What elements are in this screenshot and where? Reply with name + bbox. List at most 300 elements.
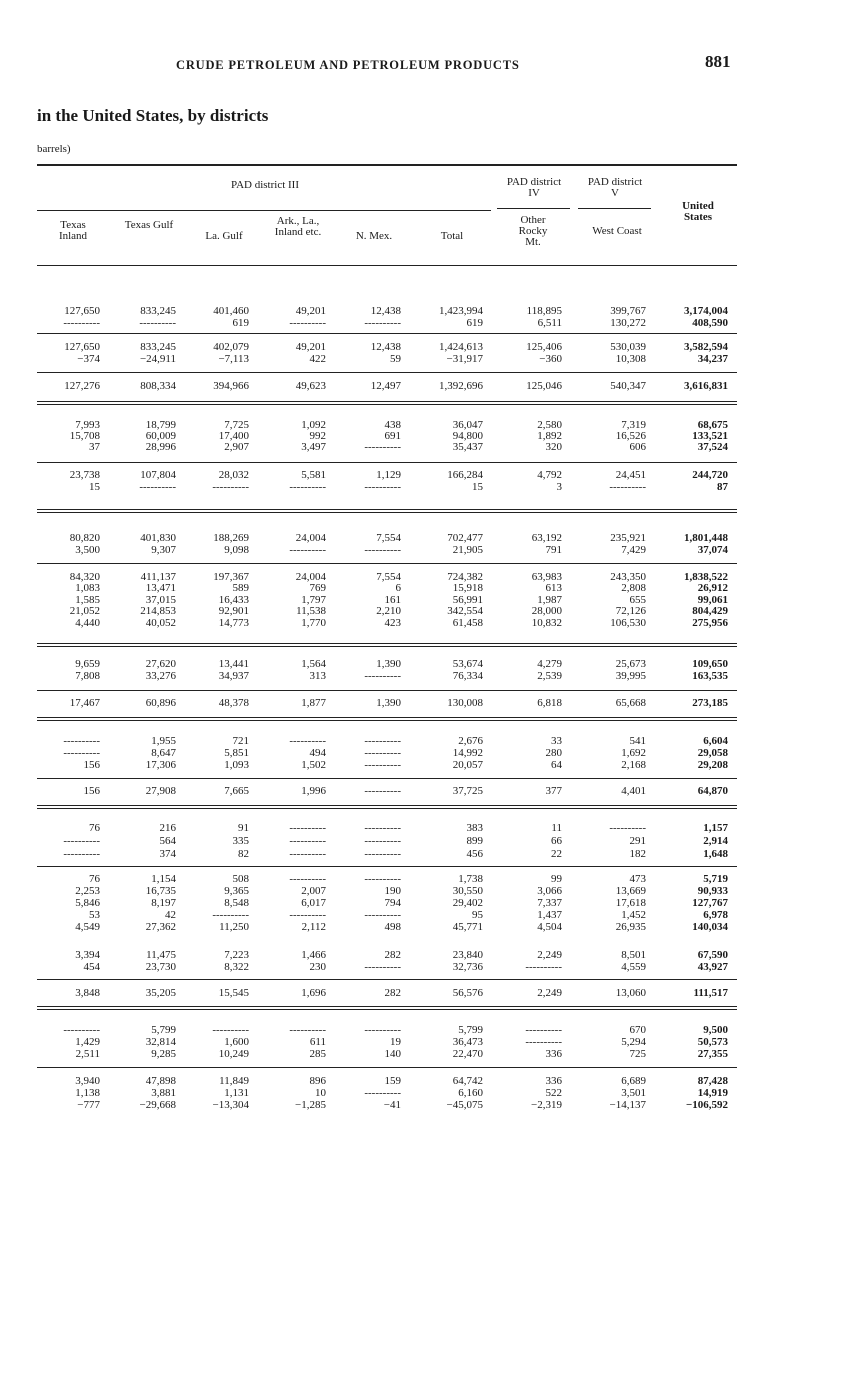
cell-other-rocky: 280	[545, 747, 562, 759]
cell-west-coast: ----------	[609, 481, 646, 493]
header-ark-la: Ark., La., Inland etc.	[274, 215, 322, 238]
cell-united-states: 87	[717, 481, 728, 493]
cell-texas-gulf: 214,853	[140, 605, 176, 617]
cell-n-mex: 1,390	[376, 697, 401, 709]
cell-united-states: 68,675	[697, 419, 728, 431]
cell-ark-la: 2,112	[301, 921, 326, 933]
cell-other-rocky: 118,895	[526, 305, 562, 317]
cell-other-rocky: 63,983	[531, 571, 562, 583]
rule-pad3	[37, 210, 491, 211]
cell-la-gulf: 7,665	[224, 785, 249, 797]
cell-ark-la: 24,004	[295, 571, 326, 583]
cell-texas-inland: 454	[83, 961, 100, 973]
rule-16	[37, 808, 737, 809]
cell-total: 14,992	[452, 747, 483, 759]
cell-texas-gulf: 11,475	[146, 949, 176, 961]
cell-n-mex: 12,497	[370, 380, 401, 392]
header-west-coast: West Coast	[592, 225, 642, 237]
cell-west-coast: 106,530	[610, 617, 646, 629]
cell-other-rocky: 28,000	[531, 605, 562, 617]
cell-n-mex: 12,438	[370, 341, 401, 353]
cell-united-states: 275,956	[692, 617, 728, 629]
table-title: in the United States, by districts	[37, 106, 269, 125]
cell-texas-gulf: −29,668	[139, 1099, 176, 1111]
header-texas-gulf: Texas Gulf	[124, 219, 174, 231]
cell-ark-la: ----------	[289, 544, 326, 556]
cell-united-states: 111,517	[693, 987, 728, 999]
rule-2	[37, 372, 737, 373]
cell-united-states: 1,648	[703, 848, 728, 860]
cell-texas-inland: 15	[89, 481, 100, 493]
cell-other-rocky: 336	[545, 1075, 562, 1087]
rule-20	[37, 1009, 737, 1010]
cell-texas-inland: ----------	[63, 317, 100, 329]
rule-header-bottom	[37, 265, 737, 266]
cell-other-rocky: 4,504	[537, 921, 562, 933]
cell-n-mex: 2,210	[376, 605, 401, 617]
cell-ark-la: 1,564	[301, 658, 326, 670]
cell-la-gulf: 589	[232, 582, 249, 594]
cell-west-coast: 235,921	[610, 532, 646, 544]
cell-united-states: 34,237	[697, 353, 728, 365]
rule-4	[37, 404, 737, 405]
cell-other-rocky: 6,511	[537, 317, 562, 329]
cell-n-mex: ----------	[364, 873, 401, 885]
cell-total: 36,047	[452, 419, 483, 431]
cell-texas-gulf: 60,009	[145, 430, 176, 442]
cell-west-coast: 725	[629, 1048, 646, 1060]
cell-other-rocky: ----------	[525, 1036, 562, 1048]
cell-total: 1,424,613	[439, 341, 483, 353]
cell-other-rocky: ----------	[525, 1024, 562, 1036]
cell-la-gulf: ----------	[212, 1024, 249, 1036]
cell-la-gulf: 16,433	[218, 594, 249, 606]
cell-united-states: 1,157	[703, 822, 728, 834]
cell-la-gulf: 402,079	[213, 341, 249, 353]
cell-west-coast: 4,401	[621, 785, 646, 797]
cell-texas-inland: ----------	[63, 1024, 100, 1036]
cell-other-rocky: 64	[551, 759, 562, 771]
cell-texas-gulf: 17,306	[145, 759, 176, 771]
cell-united-states: 273,185	[692, 697, 728, 709]
cell-total: 64,742	[452, 1075, 483, 1087]
cell-la-gulf: 9,098	[224, 544, 249, 556]
cell-la-gulf: 91	[238, 822, 249, 834]
header-texas-inland: Texas Inland	[58, 219, 88, 242]
rule-5	[37, 462, 737, 463]
cell-n-mex: ----------	[364, 481, 401, 493]
cell-west-coast: 130,272	[610, 317, 646, 329]
cell-west-coast: 540,347	[610, 380, 646, 392]
cell-la-gulf: 17,400	[218, 430, 249, 442]
cell-west-coast: 72,126	[615, 605, 646, 617]
cell-texas-inland: 156	[83, 785, 100, 797]
cell-texas-gulf: 27,908	[145, 785, 176, 797]
cell-other-rocky: 22	[551, 848, 562, 860]
cell-other-rocky: 66	[551, 835, 562, 847]
cell-texas-gulf: 33,276	[145, 670, 176, 682]
cell-texas-inland: −374	[77, 353, 100, 365]
cell-n-mex: 12,438	[370, 305, 401, 317]
cell-n-mex: 691	[384, 430, 401, 442]
cell-la-gulf: 28,032	[218, 469, 249, 481]
cell-n-mex: 423	[384, 617, 401, 629]
cell-texas-inland: 3,940	[75, 1075, 100, 1087]
cell-total: 61,458	[452, 617, 483, 629]
cell-total: 456	[466, 848, 483, 860]
cell-ark-la: 49,623	[295, 380, 326, 392]
cell-west-coast: 7,429	[621, 544, 646, 556]
cell-total: 29,402	[452, 897, 483, 909]
header-pad3: PAD district III	[230, 179, 300, 191]
cell-other-rocky: 7,337	[537, 897, 562, 909]
cell-west-coast: 670	[629, 1024, 646, 1036]
cell-united-states: 3,616,831	[684, 380, 728, 392]
rule-9	[37, 643, 737, 644]
rule-18	[37, 979, 737, 980]
cell-ark-la: 1,770	[301, 617, 326, 629]
cell-la-gulf: 508	[232, 873, 249, 885]
cell-total: 702,477	[447, 532, 483, 544]
cell-texas-inland: 1,083	[75, 582, 100, 594]
cell-n-mex: 59	[390, 353, 401, 365]
cell-total: 724,382	[447, 571, 483, 583]
cell-west-coast: 24,451	[615, 469, 646, 481]
header-pad5: PAD district V	[587, 176, 643, 199]
cell-united-states: 109,650	[692, 658, 728, 670]
header-pad4: PAD district IV	[506, 176, 562, 199]
cell-la-gulf: 619	[232, 317, 249, 329]
cell-united-states: 37,074	[697, 544, 728, 556]
cell-ark-la: 422	[309, 353, 326, 365]
cell-n-mex: 159	[384, 1075, 401, 1087]
cell-united-states: 5,719	[703, 873, 728, 885]
cell-la-gulf: 721	[232, 735, 249, 747]
cell-total: 130,008	[447, 697, 483, 709]
cell-other-rocky: 125,046	[526, 380, 562, 392]
cell-n-mex: ----------	[364, 785, 401, 797]
cell-ark-la: 6,017	[301, 897, 326, 909]
cell-la-gulf: 197,367	[213, 571, 249, 583]
cell-united-states: 29,058	[697, 747, 728, 759]
cell-n-mex: −41	[383, 1099, 401, 1111]
cell-texas-inland: 127,276	[64, 380, 100, 392]
cell-united-states: 50,573	[697, 1036, 728, 1048]
cell-la-gulf: 11,250	[219, 921, 249, 933]
rule-19	[37, 1006, 737, 1007]
cell-total: 342,554	[447, 605, 483, 617]
cell-total: 20,057	[452, 759, 483, 771]
cell-n-mex: 794	[384, 897, 401, 909]
cell-total: 45,771	[452, 921, 483, 933]
cell-united-states: 6,604	[703, 735, 728, 747]
cell-ark-la: 1,996	[301, 785, 326, 797]
cell-united-states: 87,428	[697, 1075, 728, 1087]
cell-la-gulf: ----------	[212, 909, 249, 921]
cell-texas-inland: 9,659	[75, 658, 100, 670]
cell-ark-la: 2,007	[301, 885, 326, 897]
cell-ark-la: 230	[309, 961, 326, 973]
cell-other-rocky: 2,539	[537, 670, 562, 682]
header-united-states: United States	[682, 200, 714, 223]
cell-united-states: 127,767	[692, 897, 728, 909]
cell-la-gulf: 1,093	[224, 759, 249, 771]
cell-total: 23,840	[452, 949, 483, 961]
cell-other-rocky: 2,249	[537, 949, 562, 961]
cell-other-rocky: 63,192	[531, 532, 562, 544]
cell-n-mex: ----------	[364, 759, 401, 771]
cell-ark-la: ----------	[289, 873, 326, 885]
cell-texas-inland: 17,467	[69, 697, 100, 709]
cell-texas-inland: 7,993	[75, 419, 100, 431]
cell-texas-gulf: 5,799	[151, 1024, 176, 1036]
cell-texas-inland: 4,440	[75, 617, 100, 629]
cell-ark-la: 11,538	[296, 605, 326, 617]
cell-n-mex: 7,554	[376, 571, 401, 583]
cell-n-mex: ----------	[364, 822, 401, 834]
cell-texas-gulf: 1,154	[151, 873, 176, 885]
cell-west-coast: 606	[629, 441, 646, 453]
cell-texas-inland: 76	[89, 873, 100, 885]
cell-texas-inland: ----------	[63, 735, 100, 747]
rule-12	[37, 717, 737, 718]
cell-texas-gulf: 833,245	[140, 305, 176, 317]
cell-west-coast: 530,039	[610, 341, 646, 353]
cell-texas-inland: 156	[83, 759, 100, 771]
cell-ark-la: 1,696	[301, 987, 326, 999]
running-head: CRUDE PETROLEUM AND PETROLEUM PRODUCTS	[176, 58, 520, 72]
cell-texas-inland: 2,253	[75, 885, 100, 897]
cell-ark-la: 1,797	[301, 594, 326, 606]
cell-ark-la: 1,877	[301, 697, 326, 709]
cell-la-gulf: 335	[232, 835, 249, 847]
cell-ark-la: 285	[309, 1048, 326, 1060]
cell-ark-la: 10	[315, 1087, 326, 1099]
cell-n-mex: 498	[384, 921, 401, 933]
cell-other-rocky: −360	[539, 353, 562, 365]
cell-total: 15	[472, 481, 483, 493]
cell-texas-gulf: 35,205	[145, 987, 176, 999]
cell-ark-la: 3,497	[301, 441, 326, 453]
cell-texas-inland: 1,429	[75, 1036, 100, 1048]
cell-united-states: 244,720	[692, 469, 728, 481]
cell-texas-inland: ----------	[63, 747, 100, 759]
cell-n-mex: 161	[384, 594, 401, 606]
cell-n-mex: ----------	[364, 441, 401, 453]
cell-texas-gulf: 808,334	[140, 380, 176, 392]
cell-la-gulf: 2,907	[224, 441, 249, 453]
cell-west-coast: 655	[629, 594, 646, 606]
cell-la-gulf: 401,460	[213, 305, 249, 317]
cell-ark-la: 494	[309, 747, 326, 759]
cell-la-gulf: 7,725	[224, 419, 249, 431]
cell-other-rocky: 33	[551, 735, 562, 747]
cell-texas-gulf: 40,052	[145, 617, 176, 629]
cell-total: 6,160	[458, 1087, 483, 1099]
cell-texas-gulf: 411,137	[140, 571, 176, 583]
cell-la-gulf: 15,545	[218, 987, 249, 999]
cell-la-gulf: 14,773	[218, 617, 249, 629]
cell-texas-inland: 3,500	[75, 544, 100, 556]
cell-texas-gulf: 27,620	[145, 658, 176, 670]
cell-total: 2,676	[458, 735, 483, 747]
cell-texas-gulf: 27,362	[145, 921, 176, 933]
cell-other-rocky: 4,279	[537, 658, 562, 670]
cell-west-coast: 25,673	[615, 658, 646, 670]
cell-ark-la: 313	[309, 670, 326, 682]
cell-texas-inland: 3,394	[75, 949, 100, 961]
rule-8	[37, 563, 737, 564]
cell-other-rocky: 1,892	[537, 430, 562, 442]
cell-total: 383	[466, 822, 483, 834]
rule-1	[37, 333, 737, 334]
cell-west-coast: 1,452	[621, 909, 646, 921]
cell-west-coast: 8,501	[621, 949, 646, 961]
cell-texas-inland: ----------	[63, 835, 100, 847]
cell-west-coast: 243,350	[610, 571, 646, 583]
cell-west-coast: 16,526	[615, 430, 646, 442]
cell-ark-la: 5,581	[301, 469, 326, 481]
rule-pad4	[497, 208, 570, 209]
cell-texas-inland: 1,585	[75, 594, 100, 606]
cell-ark-la: ----------	[289, 835, 326, 847]
cell-united-states: 90,933	[697, 885, 728, 897]
cell-other-rocky: 99	[551, 873, 562, 885]
cell-texas-gulf: ----------	[139, 317, 176, 329]
cell-la-gulf: 7,223	[224, 949, 249, 961]
cell-texas-gulf: 107,804	[140, 469, 176, 481]
cell-united-states: 14,919	[697, 1087, 728, 1099]
cell-texas-gulf: 23,730	[145, 961, 176, 973]
cell-texas-gulf: 47,898	[145, 1075, 176, 1087]
cell-ark-la: 896	[309, 1075, 326, 1087]
cell-total: 1,738	[458, 873, 483, 885]
cell-total: 32,736	[452, 961, 483, 973]
cell-other-rocky: 3	[556, 481, 562, 493]
header-la-gulf: La. Gulf	[205, 230, 243, 242]
cell-total: 899	[466, 835, 483, 847]
cell-other-rocky: 320	[545, 441, 562, 453]
cell-texas-inland: 2,511	[75, 1048, 100, 1060]
cell-west-coast: 399,767	[610, 305, 646, 317]
cell-texas-inland: 21,052	[69, 605, 100, 617]
cell-texas-gulf: 216	[159, 822, 176, 834]
cell-other-rocky: 336	[545, 1048, 562, 1060]
cell-n-mex: 282	[384, 949, 401, 961]
cell-n-mex: 1,129	[376, 469, 401, 481]
cell-united-states: 804,429	[692, 605, 728, 617]
cell-west-coast: 7,319	[621, 419, 646, 431]
cell-texas-gulf: 374	[159, 848, 176, 860]
cell-n-mex: 19	[390, 1036, 401, 1048]
cell-total: 22,470	[452, 1048, 483, 1060]
cell-west-coast: 39,995	[615, 670, 646, 682]
rule-14	[37, 778, 737, 779]
cell-la-gulf: 8,322	[224, 961, 249, 973]
cell-la-gulf: −13,304	[212, 1099, 249, 1111]
cell-n-mex: ----------	[364, 1087, 401, 1099]
cell-ark-la: 24,004	[295, 532, 326, 544]
cell-west-coast: 26,935	[615, 921, 646, 933]
cell-united-states: 408,590	[692, 317, 728, 329]
cell-la-gulf: −7,113	[218, 353, 249, 365]
cell-ark-la: 1,502	[301, 759, 326, 771]
cell-ark-la: ----------	[289, 848, 326, 860]
page-number: 881	[705, 52, 731, 71]
rule-7	[37, 512, 737, 513]
cell-texas-gulf: 833,245	[140, 341, 176, 353]
cell-west-coast: −14,137	[609, 1099, 646, 1111]
cell-n-mex: ----------	[364, 747, 401, 759]
cell-texas-gulf: 18,799	[145, 419, 176, 431]
cell-other-rocky: −2,319	[531, 1099, 562, 1111]
cell-west-coast: 541	[629, 735, 646, 747]
cell-texas-inland: ----------	[63, 848, 100, 860]
cell-total: 30,550	[452, 885, 483, 897]
cell-n-mex: ----------	[364, 670, 401, 682]
cell-total: 36,473	[452, 1036, 483, 1048]
cell-total: 56,991	[452, 594, 483, 606]
cell-other-rocky: 3,066	[537, 885, 562, 897]
cell-west-coast: 13,669	[615, 885, 646, 897]
cell-total: 1,392,696	[439, 380, 483, 392]
cell-united-states: 1,801,448	[684, 532, 728, 544]
cell-west-coast: 5,294	[621, 1036, 646, 1048]
cell-texas-gulf: 13,471	[145, 582, 176, 594]
cell-ark-la: 992	[309, 430, 326, 442]
rule-17	[37, 866, 737, 867]
cell-total: 56,576	[452, 987, 483, 999]
cell-west-coast: 1,692	[621, 747, 646, 759]
cell-west-coast: 17,618	[615, 897, 646, 909]
cell-other-rocky: 522	[545, 1087, 562, 1099]
cell-texas-gulf: 8,197	[151, 897, 176, 909]
cell-west-coast: 2,808	[621, 582, 646, 594]
cell-west-coast: ----------	[609, 822, 646, 834]
cell-n-mex: ----------	[364, 735, 401, 747]
cell-other-rocky: 613	[545, 582, 562, 594]
cell-n-mex: 282	[384, 987, 401, 999]
cell-la-gulf: 188,269	[213, 532, 249, 544]
cell-texas-gulf: −24,911	[139, 353, 176, 365]
cell-la-gulf: 1,131	[224, 1087, 249, 1099]
rule-15	[37, 805, 737, 806]
cell-united-states: 29,208	[697, 759, 728, 771]
cell-la-gulf: 10,249	[218, 1048, 249, 1060]
cell-texas-gulf: 401,830	[140, 532, 176, 544]
cell-other-rocky: 11	[551, 822, 562, 834]
cell-united-states: 37,524	[697, 441, 728, 453]
cell-other-rocky: 2,580	[537, 419, 562, 431]
cell-united-states: 2,914	[703, 835, 728, 847]
cell-west-coast: 182	[629, 848, 646, 860]
cell-n-mex: ----------	[364, 909, 401, 921]
cell-total: 619	[466, 317, 483, 329]
cell-ark-la: 49,201	[295, 305, 326, 317]
cell-la-gulf: ----------	[212, 481, 249, 493]
cell-ark-la: ----------	[289, 909, 326, 921]
cell-n-mex: 140	[384, 1048, 401, 1060]
rule-21	[37, 1067, 737, 1068]
cell-total: 15,918	[452, 582, 483, 594]
cell-texas-gulf: 9,285	[151, 1048, 176, 1060]
rule-13	[37, 720, 737, 721]
cell-texas-inland: 15,708	[69, 430, 100, 442]
cell-united-states: 67,590	[697, 949, 728, 961]
cell-other-rocky: 2,249	[537, 987, 562, 999]
cell-la-gulf: 5,851	[224, 747, 249, 759]
cell-texas-inland: 53	[89, 909, 100, 921]
